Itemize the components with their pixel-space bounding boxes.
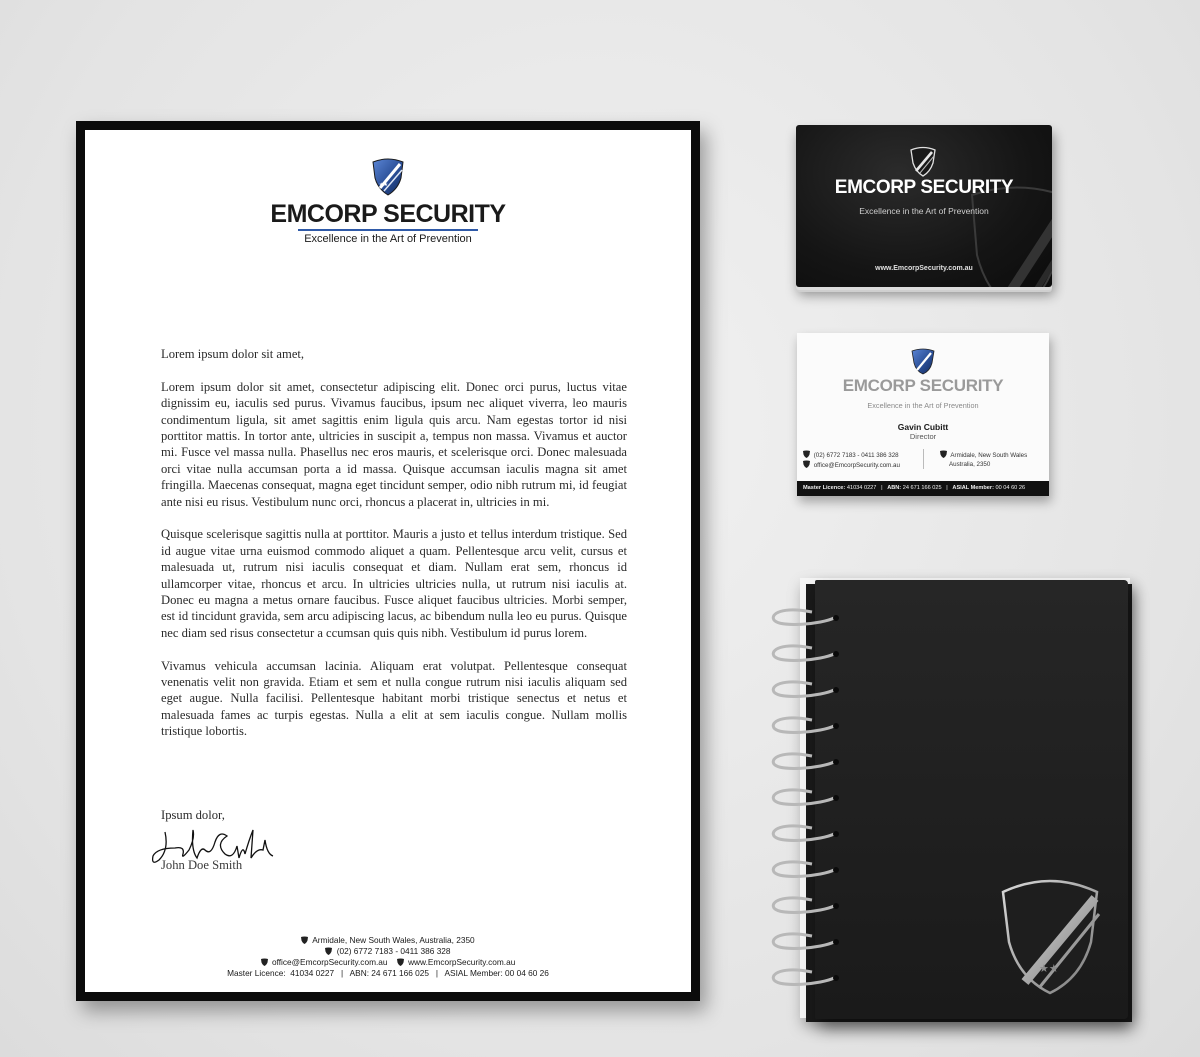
card-asial-label: ASIAL Member: bbox=[952, 485, 994, 491]
shield-watermark-icon: ★★ bbox=[962, 185, 1052, 287]
letterhead-tagline: Excellence in the Art of Prevention bbox=[304, 233, 472, 245]
card-abn-value: 24 671 166 025 bbox=[902, 485, 942, 491]
card-asial-value: 00 04 60 26 bbox=[995, 485, 1026, 491]
footer-address: Armidale, New South Wales, Australia, 2350 bbox=[312, 935, 475, 945]
card-person-title: Director bbox=[909, 432, 937, 441]
card-front-brand-name: EMCORP SECURITY bbox=[834, 177, 1014, 198]
shield-bullet-icon bbox=[261, 958, 268, 966]
footer-licence-line: Master Licence: 41034 0227 | ABN: 24 671 166 025 | ASIAL Member: 00 04 60 26 bbox=[227, 968, 549, 978]
shield-bullet-icon bbox=[940, 450, 947, 458]
letter-signer-name: John Doe Smith bbox=[161, 858, 243, 872]
card-licence-bar: Master Licence: 41034 0227 | ABN: 24 671 166 025 | ASIAL Member: 00 04 60 26 bbox=[797, 481, 1049, 496]
letterhead-paper bbox=[85, 130, 691, 992]
letter-body bbox=[161, 346, 627, 756]
card-back-tagline: Excellence in the Art of Prevention bbox=[867, 401, 979, 410]
shield-bullet-icon bbox=[803, 450, 810, 458]
shield-bullet-icon bbox=[301, 936, 308, 944]
letter-paragraph-1: Lorem ipsum dolor sit amet, consectetur adipiscing elit. Donec orci purus, luctus vitae dignissim eu, iaculis sed purus. Vivamus faucibus, ipsum nec aliquet viverra, leo mauris condimentum ligula, sit amet sagittis enim ligula quis arcu. Nam egestas tortor id nisi porttitor mattis. In tortor ante, ultricies in suscipit a, tempus non massa. Vivamus et auctor mi. Fusce vel massa nulla. Phasellus nec eros mauris, et scelerisque orci. Donec malesuada orci vitae nulla accumsan porta a id massa. Quisque accumsan iaculis magna sit amet fringilla. Maecenas consequat, magna eget tincidunt semper, odio nibh rutrum mi, id feugiat ante nisi eu risus. Vestibulum nunc orci, rhoncus a placerat in, ultricies in mi. bbox=[161, 379, 627, 509]
footer-website: www.EmcorpSecurity.com.au bbox=[408, 957, 516, 967]
card-contact-details bbox=[803, 450, 900, 470]
card-address bbox=[940, 450, 1027, 469]
card-divider bbox=[923, 449, 924, 469]
letter-greeting: Lorem ipsum dolor sit amet, bbox=[161, 347, 305, 361]
svg-text:★★: ★★ bbox=[379, 182, 388, 188]
letter-paragraph-3: Vivamus vehicula accumsan lacinia. Aliquam erat volutpat. Pellentesque consequat venenatis velit non gravida. Etiam et sem et nulla congue rutrum nisi iaculis aliquam sed eget augue. Nulla facilisi. Pellentesque habitant morbi tristique senectus et netus et malesuada fames ac turpis egestas. Nulla a elit at sem iaculis congue. Nullam mollis tristique lobortis. bbox=[161, 658, 627, 739]
shield-bullet-icon bbox=[397, 958, 404, 966]
letter-paragraph-2: Quisque scelerisque sagittis nulla at porttitor. Mauris a justo et tellus interdum tristique. Sed id augue vitae urna euismod commodo aliquet a quam. Pellentesque arcu velit, cursus et malesuada ut, rutrum nisi iaculis consequat et diam. Nullam erat sem, rhoncus id ullamcorper vitae, rhoncus et arcu. In ultricies ultricies nulla, ut rutrum nisi iaculis at. Donec eu magna a metus ornare faucibus. Fusce aliquet faucibus ultricies. Morbi semper, est id tincidunt gravida, sem arcu adipiscing lacus, ac bibendum nulla leo eu purus. Quisque nec diam sed risus consectetur a ccumsan quis quis nibh. Vestibulum id purus lorem. bbox=[161, 527, 627, 640]
shield-logo-icon bbox=[908, 145, 938, 177]
card-front-website: www.EmcorpSecurity.com.au bbox=[875, 265, 973, 272]
letterhead-frame bbox=[76, 121, 700, 1001]
footer-email: office@EmcorpSecurity.com.au bbox=[271, 957, 388, 967]
card-person-name: Gavin Cubitt bbox=[897, 422, 949, 432]
card-phone: (02) 6772 7183 - 0411 386 328 bbox=[813, 452, 899, 459]
spiral-binding-icon bbox=[762, 600, 852, 1010]
shield-logo-icon bbox=[910, 347, 936, 375]
shield-bullet-icon bbox=[325, 947, 332, 955]
card-email: office@EmcorpSecurity.com.au bbox=[813, 462, 900, 469]
business-card-front bbox=[796, 125, 1052, 308]
letter-closing: Ipsum dolor, bbox=[161, 808, 225, 822]
shield-bullet-icon bbox=[803, 460, 810, 468]
brand-underline bbox=[298, 229, 478, 231]
card-abn-label: ABN: bbox=[887, 485, 902, 491]
letterhead-footer bbox=[85, 935, 691, 979]
svg-text:★★: ★★ bbox=[1039, 962, 1059, 975]
card-front-tagline: Excellence in the Art of Prevention bbox=[859, 206, 989, 216]
card-back-brand-name: EMCORP SECURITY bbox=[842, 376, 1004, 395]
shield-logo-icon bbox=[370, 156, 406, 196]
letterhead-brand-name: EMCORP SECURITY bbox=[270, 200, 506, 228]
notebook-shield-emblem-icon bbox=[995, 870, 1105, 995]
letterhead-logo bbox=[85, 156, 691, 245]
card-licence-value: 41034 0227 bbox=[846, 485, 877, 491]
footer-phone: (02) 6772 7183 - 0411 386 328 bbox=[336, 946, 451, 956]
card-licence-label: Master Licence: bbox=[803, 485, 846, 491]
card-address-line-2: Australia, 2350 bbox=[949, 461, 991, 468]
business-card-back bbox=[797, 333, 1049, 496]
card-address-line-1: Armidale, New South Wales bbox=[950, 452, 1028, 459]
